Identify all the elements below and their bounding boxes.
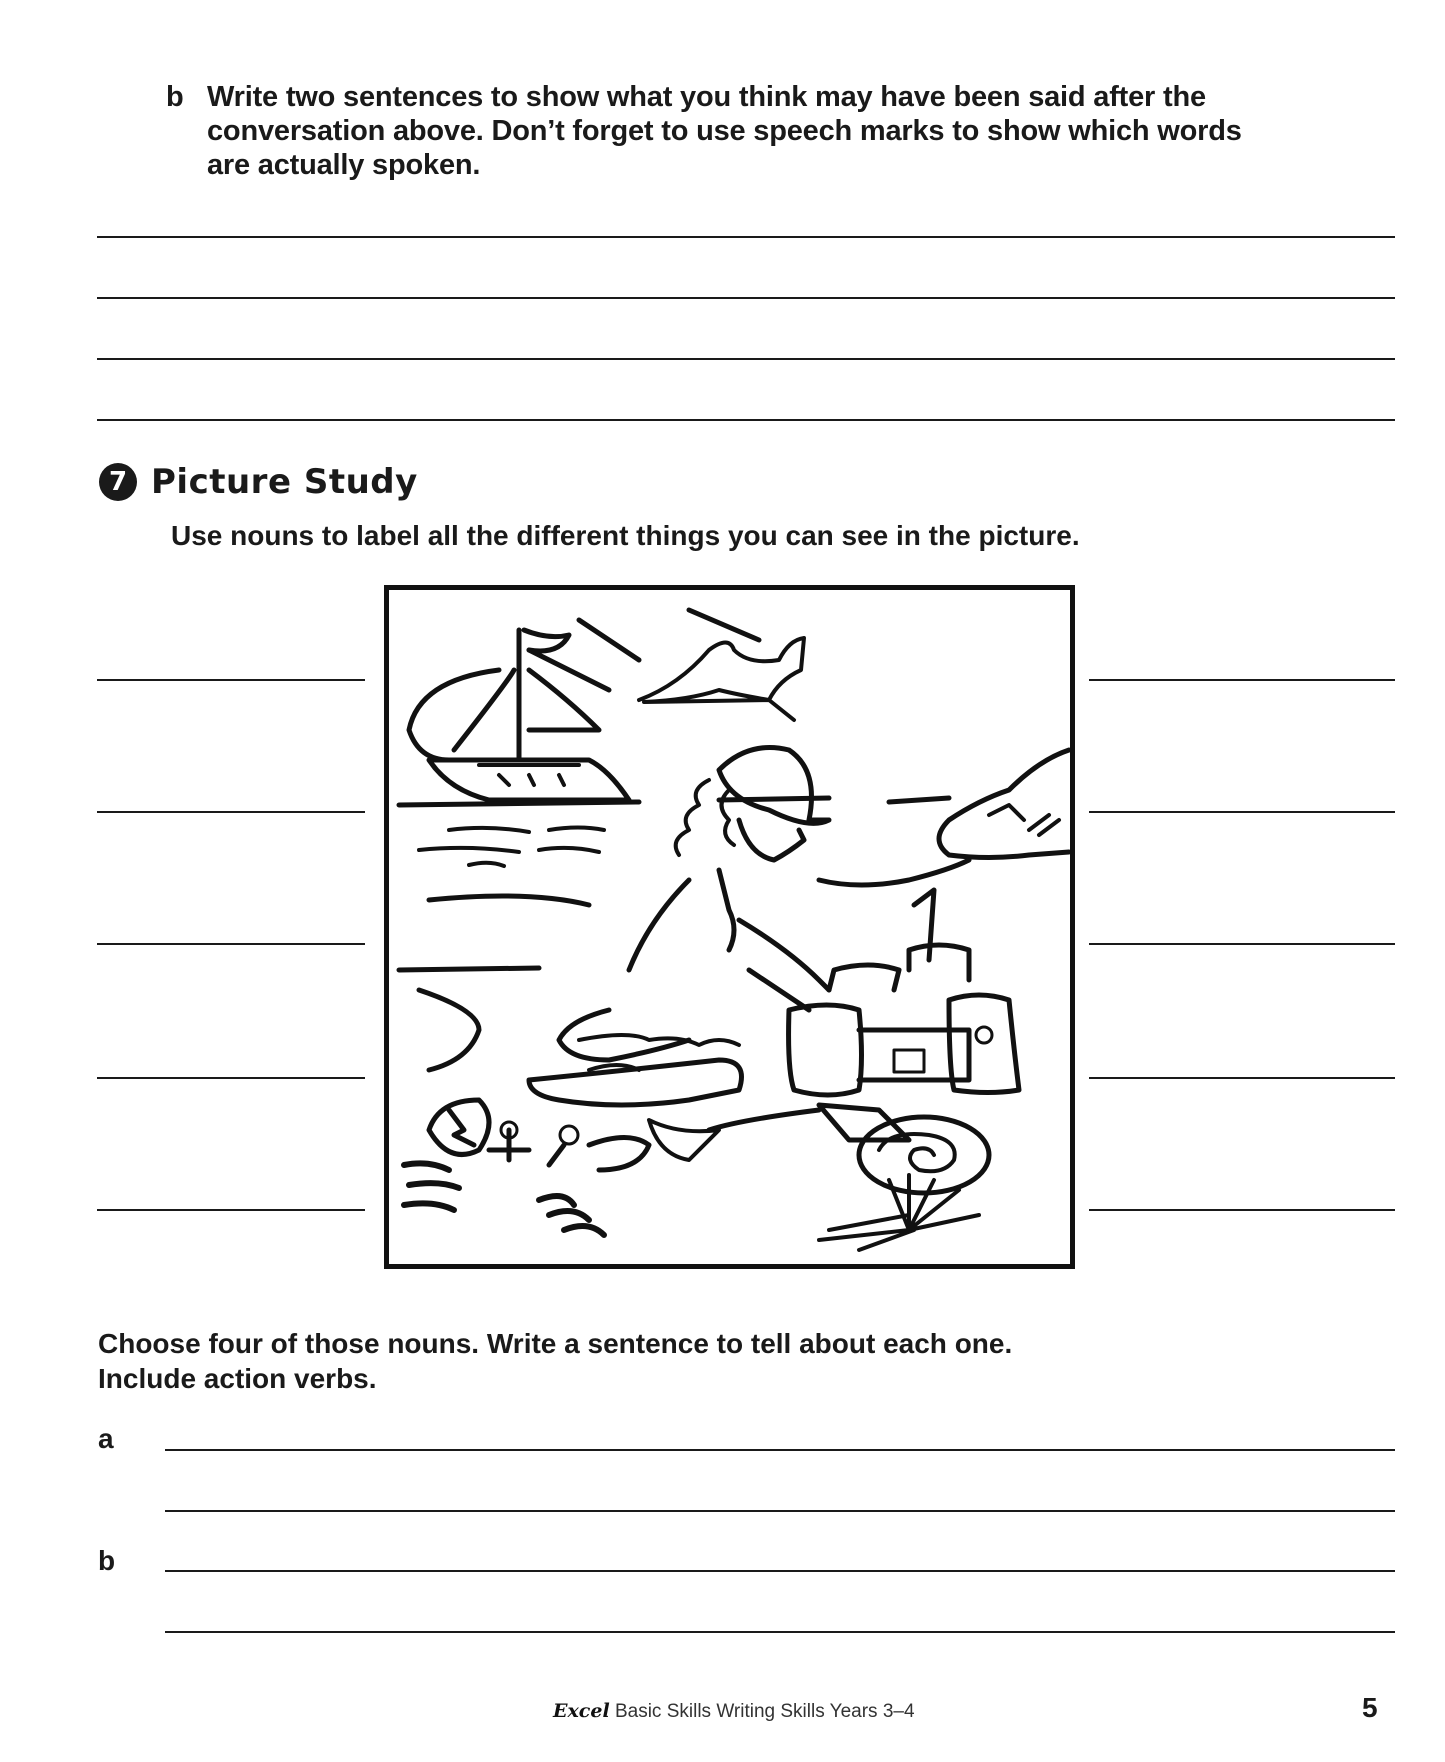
item-b-line-1[interactable] xyxy=(165,1570,1395,1572)
section-heading xyxy=(99,462,418,502)
item-a-line-1[interactable] xyxy=(165,1449,1395,1451)
task-line-2: Include action verbs. xyxy=(98,1363,377,1394)
page-number: 5 xyxy=(1362,1692,1378,1723)
footer-brand: Excel xyxy=(553,1700,610,1722)
right-label-line-1[interactable] xyxy=(1089,679,1395,681)
right-label-line-4[interactable] xyxy=(1089,1077,1395,1079)
left-label-line-3[interactable] xyxy=(97,943,365,945)
right-label-line-5[interactable] xyxy=(1089,1209,1395,1211)
beach-scene-illustration-icon xyxy=(389,590,1070,1264)
left-label-line-1[interactable] xyxy=(97,679,365,681)
left-label-line-5[interactable] xyxy=(97,1209,365,1211)
section-title: Picture Study xyxy=(151,462,418,502)
left-label-line-4[interactable] xyxy=(97,1077,365,1079)
section-number-badge: 7 xyxy=(99,463,137,501)
footer-title: Basic Skills Writing Skills Years 3–4 xyxy=(614,1701,915,1722)
question-b-prompt xyxy=(207,80,1407,182)
right-label-line-2[interactable] xyxy=(1089,811,1395,813)
answer-line-3[interactable] xyxy=(97,358,1395,360)
left-label-line-2[interactable] xyxy=(97,811,365,813)
item-b-line-2[interactable] xyxy=(165,1631,1395,1633)
item-b-label: b xyxy=(98,1545,116,1576)
page-footer xyxy=(553,1700,915,1723)
question-b-line-3: are actually spoken. xyxy=(207,149,481,181)
beach-scene-picture xyxy=(384,585,1075,1269)
item-a-line-2[interactable] xyxy=(165,1510,1395,1512)
question-b-line-2: conversation above. Don’t forget to use speech marks to show which words xyxy=(207,115,1242,147)
task-instruction xyxy=(98,1326,1012,1396)
answer-line-2[interactable] xyxy=(97,297,1395,299)
item-a-label: a xyxy=(98,1423,114,1454)
question-b-line-1: Write two sentences to show what you think may have been said after the xyxy=(207,81,1206,113)
answer-line-1[interactable] xyxy=(97,236,1395,238)
task-line-1: Choose four of those nouns. Write a sentence to tell about each one. xyxy=(98,1328,1013,1359)
question-b-label: b xyxy=(166,81,184,113)
picture-instruction: Use nouns to label all the different things you can see in the picture. xyxy=(171,520,1080,551)
answer-line-4[interactable] xyxy=(97,419,1395,421)
right-label-line-3[interactable] xyxy=(1089,943,1395,945)
